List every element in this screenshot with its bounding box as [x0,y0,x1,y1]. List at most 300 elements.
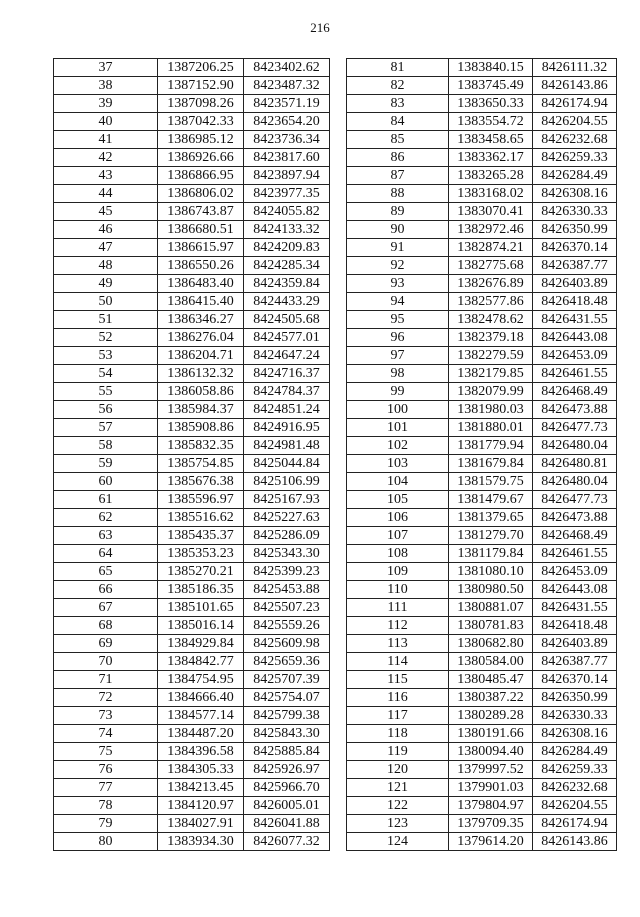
point-number-cell: 88 [347,185,449,203]
x-coordinate-cell: 1384120.97 [158,797,244,815]
x-coordinate-cell: 1386926.66 [158,149,244,167]
table-row [54,257,330,275]
x-coordinate-cell: 1385435.37 [158,527,244,545]
point-number-cell: 65 [54,563,158,581]
y-coordinate-cell: 8426259.33 [533,149,617,167]
x-coordinate-cell: 1381080.10 [449,563,533,581]
x-coordinate-cell: 1382279.59 [449,347,533,365]
table-row [54,275,330,293]
y-coordinate-cell: 8425754.07 [244,689,330,707]
point-number-cell: 44 [54,185,158,203]
y-coordinate-cell: 8425453.88 [244,581,330,599]
y-coordinate-cell: 8425343.30 [244,545,330,563]
x-coordinate-cell: 1382577.86 [449,293,533,311]
y-coordinate-cell: 8426330.33 [533,203,617,221]
x-coordinate-cell: 1380584.00 [449,653,533,671]
point-number-cell: 49 [54,275,158,293]
x-coordinate-cell: 1384396.58 [158,743,244,761]
point-number-cell: 100 [347,401,449,419]
y-coordinate-cell: 8423897.94 [244,167,330,185]
table-row [347,491,617,509]
x-coordinate-cell: 1381179.84 [449,545,533,563]
point-number-cell: 85 [347,131,449,149]
point-number-cell: 64 [54,545,158,563]
point-number-cell: 50 [54,293,158,311]
y-coordinate-cell: 8425286.09 [244,527,330,545]
y-coordinate-cell: 8425885.84 [244,743,330,761]
table-row [54,545,330,563]
y-coordinate-cell: 8426443.08 [533,581,617,599]
point-number-cell: 48 [54,257,158,275]
table-row [54,113,330,131]
y-coordinate-cell: 8425609.98 [244,635,330,653]
table-row [347,455,617,473]
y-coordinate-cell: 8426461.55 [533,545,617,563]
table-row [54,59,330,77]
point-number-cell: 75 [54,743,158,761]
x-coordinate-cell: 1382676.89 [449,275,533,293]
point-number-cell: 45 [54,203,158,221]
x-coordinate-cell: 1382379.18 [449,329,533,347]
y-coordinate-cell: 8426077.32 [244,833,330,851]
y-coordinate-cell: 8426387.77 [533,257,617,275]
x-coordinate-cell: 1383934.30 [158,833,244,851]
y-coordinate-cell: 8426174.94 [533,815,617,833]
point-number-cell: 91 [347,239,449,257]
table-row [54,95,330,113]
x-coordinate-cell: 1381779.94 [449,437,533,455]
table-row [54,653,330,671]
table-row [347,131,617,149]
y-coordinate-cell: 8426041.88 [244,815,330,833]
x-coordinate-cell: 1387098.26 [158,95,244,113]
table-row [347,401,617,419]
table-row [54,293,330,311]
table-row [347,617,617,635]
table-row [347,563,617,581]
point-number-cell: 37 [54,59,158,77]
point-number-cell: 99 [347,383,449,401]
table-row [347,509,617,527]
point-number-cell: 110 [347,581,449,599]
point-number-cell: 56 [54,401,158,419]
y-coordinate-cell: 8426477.73 [533,491,617,509]
x-coordinate-cell: 1386058.86 [158,383,244,401]
y-coordinate-cell: 8425559.26 [244,617,330,635]
y-coordinate-cell: 8424433.29 [244,293,330,311]
point-number-cell: 60 [54,473,158,491]
table-row [347,113,617,131]
y-coordinate-cell: 8425106.99 [244,473,330,491]
x-coordinate-cell: 1385984.37 [158,401,244,419]
x-coordinate-cell: 1386276.04 [158,329,244,347]
point-number-cell: 71 [54,671,158,689]
y-coordinate-cell: 8426431.55 [533,311,617,329]
point-number-cell: 87 [347,167,449,185]
y-coordinate-cell: 8426350.99 [533,689,617,707]
y-coordinate-cell: 8426473.88 [533,509,617,527]
y-coordinate-cell: 8424285.34 [244,257,330,275]
table-row [54,149,330,167]
x-coordinate-cell: 1382179.85 [449,365,533,383]
x-coordinate-cell: 1380094.40 [449,743,533,761]
point-number-cell: 38 [54,77,158,95]
x-coordinate-cell: 1381980.03 [449,401,533,419]
point-number-cell: 116 [347,689,449,707]
table-row [54,689,330,707]
x-coordinate-cell: 1386866.95 [158,167,244,185]
table-row [54,419,330,437]
table-row [347,671,617,689]
point-number-cell: 53 [54,347,158,365]
y-coordinate-cell: 8425167.93 [244,491,330,509]
point-number-cell: 105 [347,491,449,509]
table-row [347,365,617,383]
y-coordinate-cell: 8426111.32 [533,59,617,77]
x-coordinate-cell: 1384577.14 [158,707,244,725]
y-coordinate-cell: 8426387.77 [533,653,617,671]
y-coordinate-cell: 8426204.55 [533,113,617,131]
y-coordinate-cell: 8426005.01 [244,797,330,815]
y-coordinate-cell: 8426350.99 [533,221,617,239]
y-coordinate-cell: 8426330.33 [533,707,617,725]
table-row [54,329,330,347]
table-row [347,77,617,95]
table-row [54,239,330,257]
y-coordinate-cell: 8426461.55 [533,365,617,383]
point-number-cell: 79 [54,815,158,833]
point-number-cell: 51 [54,311,158,329]
x-coordinate-cell: 1386415.40 [158,293,244,311]
x-coordinate-cell: 1385676.38 [158,473,244,491]
point-number-cell: 72 [54,689,158,707]
table-row [347,707,617,725]
point-number-cell: 73 [54,707,158,725]
table-row [54,77,330,95]
x-coordinate-cell: 1386483.40 [158,275,244,293]
point-number-cell: 103 [347,455,449,473]
y-coordinate-cell: 8426204.55 [533,797,617,815]
table-row [347,185,617,203]
y-coordinate-cell: 8425966.70 [244,779,330,797]
x-coordinate-cell: 1381880.01 [449,419,533,437]
y-coordinate-cell: 8424647.24 [244,347,330,365]
x-coordinate-cell: 1382079.99 [449,383,533,401]
point-number-cell: 80 [54,833,158,851]
point-number-cell: 74 [54,725,158,743]
point-number-cell: 111 [347,599,449,617]
table-row [54,401,330,419]
table-row [54,383,330,401]
x-coordinate-cell: 1384305.33 [158,761,244,779]
table-row [54,599,330,617]
table-row [347,95,617,113]
table-row [54,671,330,689]
y-coordinate-cell: 8423654.20 [244,113,330,131]
y-coordinate-cell: 8425926.97 [244,761,330,779]
y-coordinate-cell: 8424784.37 [244,383,330,401]
x-coordinate-cell: 1381279.70 [449,527,533,545]
point-number-cell: 115 [347,671,449,689]
x-coordinate-cell: 1386346.27 [158,311,244,329]
table-row [347,473,617,491]
point-number-cell: 66 [54,581,158,599]
table-row [347,779,617,797]
point-number-cell: 93 [347,275,449,293]
x-coordinate-cell: 1380682.80 [449,635,533,653]
y-coordinate-cell: 8423817.60 [244,149,330,167]
y-coordinate-cell: 8426232.68 [533,779,617,797]
y-coordinate-cell: 8426284.49 [533,167,617,185]
x-coordinate-cell: 1385754.85 [158,455,244,473]
y-coordinate-cell: 8426480.81 [533,455,617,473]
y-coordinate-cell: 8426174.94 [533,95,617,113]
y-coordinate-cell: 8424133.32 [244,221,330,239]
x-coordinate-cell: 1383650.33 [449,95,533,113]
y-coordinate-cell: 8426143.86 [533,833,617,851]
y-coordinate-cell: 8425707.39 [244,671,330,689]
table-row [54,185,330,203]
table-row [54,779,330,797]
table-row [347,311,617,329]
table-row [54,437,330,455]
y-coordinate-cell: 8426284.49 [533,743,617,761]
x-coordinate-cell: 1382972.46 [449,221,533,239]
y-coordinate-cell: 8426477.73 [533,419,617,437]
y-coordinate-cell: 8426308.16 [533,725,617,743]
x-coordinate-cell: 1380289.28 [449,707,533,725]
point-number-cell: 41 [54,131,158,149]
point-number-cell: 107 [347,527,449,545]
table-row [347,689,617,707]
table-row [54,491,330,509]
table-row [347,329,617,347]
table-row [54,617,330,635]
table-row [347,437,617,455]
table-row [347,527,617,545]
x-coordinate-cell: 1379804.97 [449,797,533,815]
point-number-cell: 102 [347,437,449,455]
x-coordinate-cell: 1380881.07 [449,599,533,617]
x-coordinate-cell: 1387206.25 [158,59,244,77]
point-number-cell: 83 [347,95,449,113]
y-coordinate-cell: 8426403.89 [533,275,617,293]
table-row [347,545,617,563]
y-coordinate-cell: 8423402.62 [244,59,330,77]
point-number-cell: 95 [347,311,449,329]
y-coordinate-cell: 8425044.84 [244,455,330,473]
table-row [54,221,330,239]
y-coordinate-cell: 8424359.84 [244,275,330,293]
y-coordinate-cell: 8426453.09 [533,347,617,365]
table-row [54,203,330,221]
table-row [54,797,330,815]
x-coordinate-cell: 1380485.47 [449,671,533,689]
point-number-cell: 97 [347,347,449,365]
x-coordinate-cell: 1379901.03 [449,779,533,797]
point-number-cell: 90 [347,221,449,239]
y-coordinate-cell: 8426473.88 [533,401,617,419]
point-number-cell: 86 [347,149,449,167]
y-coordinate-cell: 8426418.48 [533,293,617,311]
y-coordinate-cell: 8426468.49 [533,383,617,401]
point-number-cell: 46 [54,221,158,239]
y-coordinate-cell: 8424851.24 [244,401,330,419]
point-number-cell: 118 [347,725,449,743]
point-number-cell: 68 [54,617,158,635]
table-row [347,293,617,311]
x-coordinate-cell: 1383745.49 [449,77,533,95]
table-row [347,743,617,761]
x-coordinate-cell: 1383458.65 [449,131,533,149]
table-row [347,833,617,851]
point-number-cell: 84 [347,113,449,131]
x-coordinate-cell: 1383362.17 [449,149,533,167]
y-coordinate-cell: 8424716.37 [244,365,330,383]
x-coordinate-cell: 1380781.83 [449,617,533,635]
table-row [347,725,617,743]
page-number: 216 [310,20,330,35]
y-coordinate-cell: 8426370.14 [533,239,617,257]
y-coordinate-cell: 8423977.35 [244,185,330,203]
y-coordinate-cell: 8426403.89 [533,635,617,653]
x-coordinate-cell: 1386743.87 [158,203,244,221]
y-coordinate-cell: 8425843.30 [244,725,330,743]
x-coordinate-cell: 1381579.75 [449,473,533,491]
x-coordinate-cell: 1379614.20 [449,833,533,851]
y-coordinate-cell: 8426143.86 [533,77,617,95]
point-number-cell: 120 [347,761,449,779]
point-number-cell: 119 [347,743,449,761]
x-coordinate-cell: 1382874.21 [449,239,533,257]
y-coordinate-cell: 8423571.19 [244,95,330,113]
y-coordinate-cell: 8424505.68 [244,311,330,329]
coordinates-table-left [53,58,330,851]
x-coordinate-cell: 1381479.67 [449,491,533,509]
x-coordinate-cell: 1385596.97 [158,491,244,509]
y-coordinate-cell: 8424577.01 [244,329,330,347]
point-number-cell: 40 [54,113,158,131]
point-number-cell: 59 [54,455,158,473]
y-coordinate-cell: 8426443.08 [533,329,617,347]
x-coordinate-cell: 1387042.33 [158,113,244,131]
x-coordinate-cell: 1386806.02 [158,185,244,203]
point-number-cell: 101 [347,419,449,437]
x-coordinate-cell: 1386680.51 [158,221,244,239]
y-coordinate-cell: 8426232.68 [533,131,617,149]
point-number-cell: 77 [54,779,158,797]
point-number-cell: 39 [54,95,158,113]
point-number-cell: 58 [54,437,158,455]
y-coordinate-cell: 8426480.04 [533,437,617,455]
y-coordinate-cell: 8424055.82 [244,203,330,221]
table-row [347,167,617,185]
table-row [347,635,617,653]
x-coordinate-cell: 1385516.62 [158,509,244,527]
y-coordinate-cell: 8426468.49 [533,527,617,545]
table-row [347,797,617,815]
x-coordinate-cell: 1385908.86 [158,419,244,437]
x-coordinate-cell: 1386204.71 [158,347,244,365]
x-coordinate-cell: 1385832.35 [158,437,244,455]
y-coordinate-cell: 8424916.95 [244,419,330,437]
table-row [54,563,330,581]
table-row [54,581,330,599]
table-row [347,221,617,239]
x-coordinate-cell: 1383840.15 [449,59,533,77]
x-coordinate-cell: 1383070.41 [449,203,533,221]
point-number-cell: 96 [347,329,449,347]
y-coordinate-cell: 8425399.23 [244,563,330,581]
table-row [347,599,617,617]
point-number-cell: 121 [347,779,449,797]
x-coordinate-cell: 1381679.84 [449,455,533,473]
x-coordinate-cell: 1379709.35 [449,815,533,833]
table-row [54,743,330,761]
point-number-cell: 55 [54,383,158,401]
y-coordinate-cell: 8425659.36 [244,653,330,671]
x-coordinate-cell: 1382775.68 [449,257,533,275]
point-number-cell: 63 [54,527,158,545]
table-row [54,455,330,473]
y-coordinate-cell: 8426259.33 [533,761,617,779]
point-number-cell: 108 [347,545,449,563]
table-row [54,365,330,383]
table-row [54,833,330,851]
x-coordinate-cell: 1383265.28 [449,167,533,185]
point-number-cell: 52 [54,329,158,347]
x-coordinate-cell: 1384842.77 [158,653,244,671]
point-number-cell: 89 [347,203,449,221]
table-row [347,761,617,779]
x-coordinate-cell: 1384929.84 [158,635,244,653]
point-number-cell: 104 [347,473,449,491]
y-coordinate-cell: 8426308.16 [533,185,617,203]
point-number-cell: 70 [54,653,158,671]
point-number-cell: 114 [347,653,449,671]
point-number-cell: 113 [347,635,449,653]
x-coordinate-cell: 1380387.22 [449,689,533,707]
x-coordinate-cell: 1386550.26 [158,257,244,275]
y-coordinate-cell: 8424981.48 [244,437,330,455]
x-coordinate-cell: 1380191.66 [449,725,533,743]
x-coordinate-cell: 1380980.50 [449,581,533,599]
x-coordinate-cell: 1386985.12 [158,131,244,149]
table-row [54,167,330,185]
x-coordinate-cell: 1386132.32 [158,365,244,383]
point-number-cell: 106 [347,509,449,527]
table-row [347,653,617,671]
point-number-cell: 67 [54,599,158,617]
x-coordinate-cell: 1383168.02 [449,185,533,203]
point-number-cell: 47 [54,239,158,257]
table-row [54,707,330,725]
point-number-cell: 122 [347,797,449,815]
x-coordinate-cell: 1387152.90 [158,77,244,95]
table-row [54,635,330,653]
y-coordinate-cell: 8425799.38 [244,707,330,725]
table-row [347,347,617,365]
table-row [54,347,330,365]
table-row [54,725,330,743]
table-row [54,527,330,545]
x-coordinate-cell: 1384666.40 [158,689,244,707]
x-coordinate-cell: 1385353.23 [158,545,244,563]
y-coordinate-cell: 8426418.48 [533,617,617,635]
x-coordinate-cell: 1385101.65 [158,599,244,617]
point-number-cell: 117 [347,707,449,725]
table-row [54,311,330,329]
